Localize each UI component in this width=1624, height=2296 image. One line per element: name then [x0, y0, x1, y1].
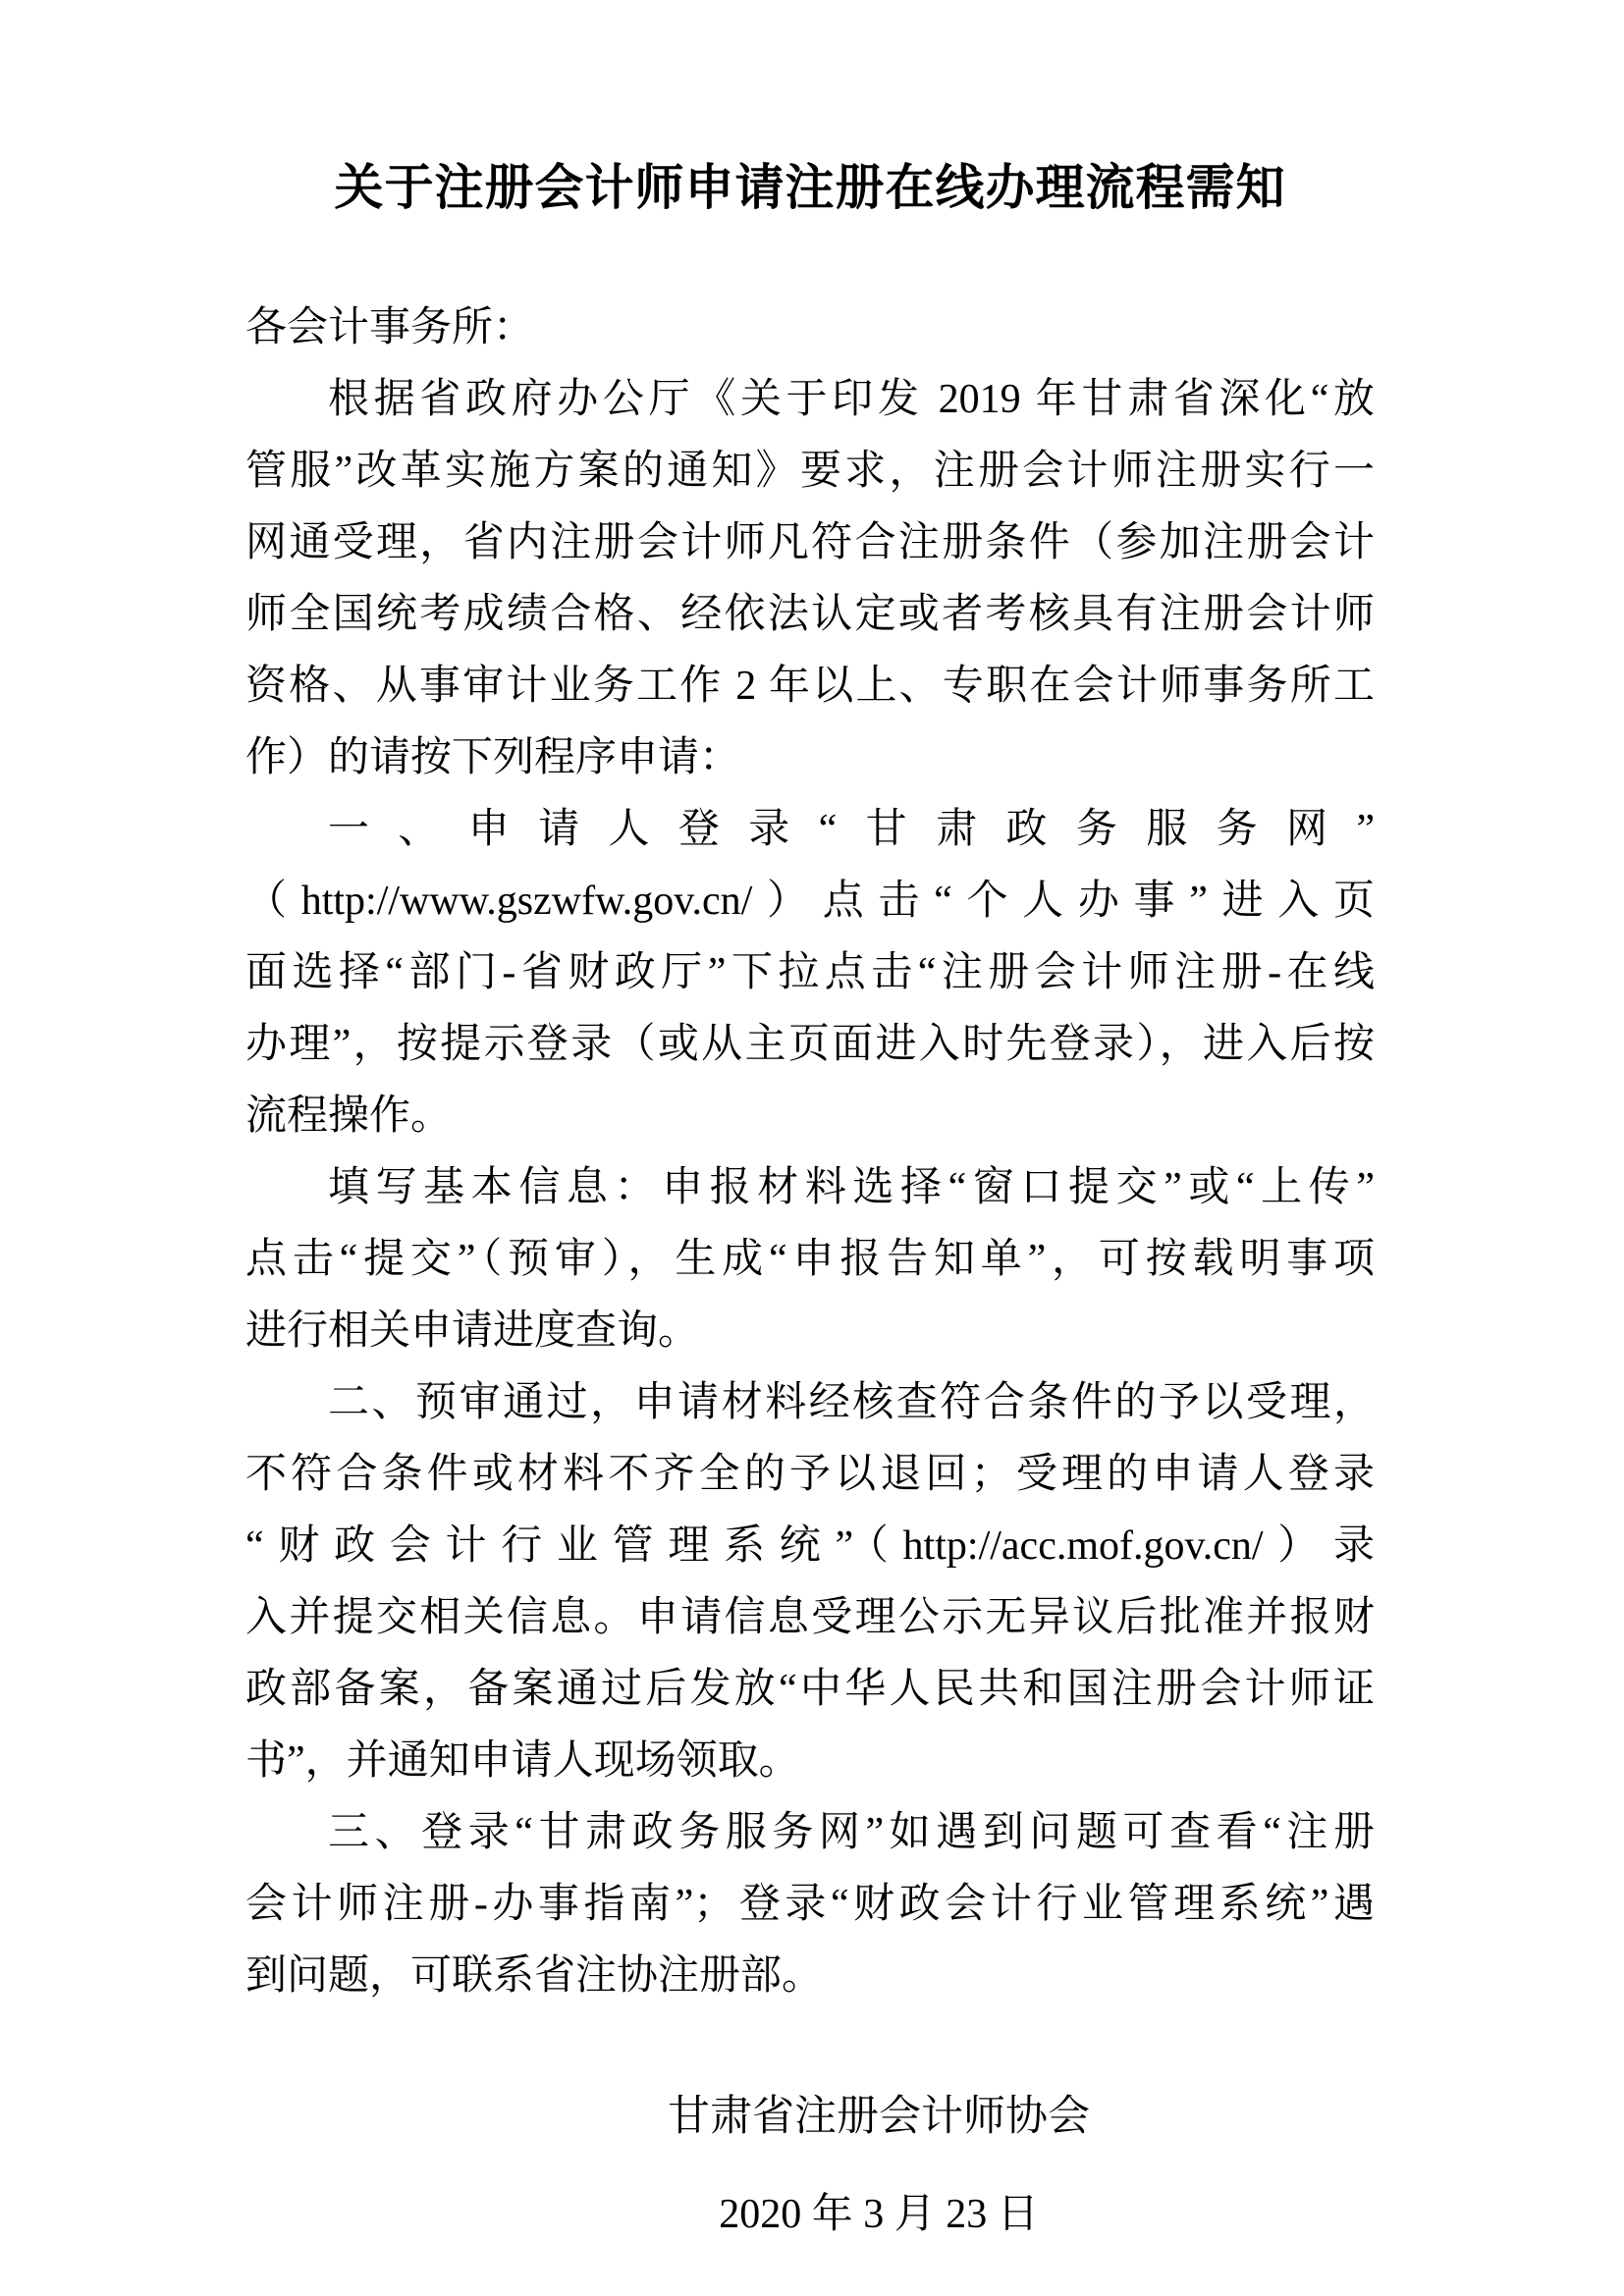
body-line: “财政会计行业管理系统”（http://acc.mof.gov.cn/）录	[245, 1523, 1375, 1569]
document-title: 关于注册会计师申请注册在线办理流程需知	[334, 160, 1286, 215]
body-line: 管服”改革实施方案的通知》要求，注册会计师注册实行一	[245, 449, 1375, 494]
body-line: 三、登录“甘肃政务服务网”如遇到问题可查看“注册	[328, 1810, 1375, 1855]
body-line: 书”，并通知申请人现场领取。	[245, 1738, 800, 1784]
body-line: 师全国统考成绩合格、经依法认定或者考核具有注册会计师	[245, 592, 1375, 637]
body-line: 入并提交相关信息。申请信息受理公示无异议后批准并报财	[245, 1595, 1375, 1640]
body-line: 会计师注册-办事指南”；登录“财政会计行业管理系统”遇	[245, 1882, 1375, 1927]
body-line: 网通受理，省内注册会计师凡符合注册条件（参加注册会计	[245, 520, 1375, 565]
body-line: 面选择“部门-省财政厅”下拉点击“注册会计师注册-在线	[245, 950, 1375, 995]
body-line: 办理”，按提示登录（或从主页面进入时先登录），进入后按	[245, 1022, 1375, 1067]
signature-date: 2020 年 3 月 23 日	[719, 2192, 1039, 2237]
body-line: 点击“提交”（预审），生成“申报告知单”，可按载明事项	[245, 1237, 1375, 1282]
body-line: 不符合条件或材料不齐全的予以退回；受理的申请人登录	[245, 1452, 1375, 1497]
signature-org: 甘肃省注册会计师协会	[668, 2094, 1090, 2140]
document-body	[245, 293, 1375, 2012]
body-line: 根据省政府办公厅《关于印发 2019 年甘肃省深化“放	[328, 377, 1375, 422]
salutation-line: 各会计事务所：	[245, 305, 535, 350]
body-line: 到问题，可联系省注协注册部。	[245, 1953, 824, 1999]
body-line: 填写基本信息：申报材料选择“窗口提交”或“上传”	[328, 1165, 1375, 1210]
body-line: （http://www.gszwfw.gov.cn/）点击“个人办事”进入页	[245, 879, 1375, 924]
body-line: 流程操作。	[245, 1094, 453, 1139]
body-line: 资格、从事审计业务工作 2 年以上、专职在会计师事务所工	[245, 664, 1375, 709]
body-line: 二、预审通过，申请材料经核查符合条件的予以受理，	[328, 1380, 1375, 1425]
body-line: 进行相关申请进度查询。	[245, 1308, 700, 1354]
body-line: 政部备案，备案通过后发放“中华人民共和国注册会计师证	[245, 1667, 1375, 1712]
body-line: 作）的请按下列程序申请：	[245, 735, 741, 780]
signature-block	[565, 2081, 1193, 2251]
body-line: 一、申请人登录“甘肃政务服务网”	[328, 807, 1375, 852]
